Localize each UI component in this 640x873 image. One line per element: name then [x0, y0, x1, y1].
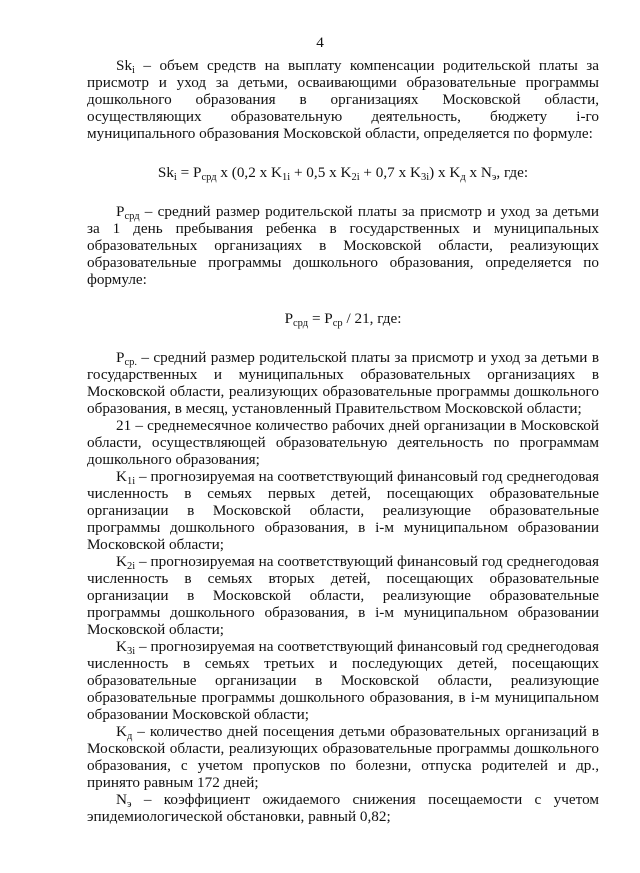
- formula-subscript: 3i: [420, 172, 430, 183]
- paragraph-text: – средний размер родительской платы за присмотр и уход за детьми в государственных и муниципальных образовательных организациях в Московской области, реализующих образовательные программы дошкольного образования, в месяц, установленный Правительством Московской области;: [87, 349, 599, 417]
- paragraph-symbol-subscript: срд: [124, 211, 140, 222]
- paragraph-symbol: P: [116, 203, 125, 220]
- paragraph-symbol-subscript: 1i: [126, 476, 136, 487]
- formula-term: + 0,5 x K: [290, 164, 352, 181]
- formula-subscript: 1i: [281, 172, 291, 183]
- paragraph-symbol-subscript: 2i: [126, 561, 136, 572]
- formula-term: ) x K: [429, 164, 461, 181]
- formula-term: = P: [176, 164, 202, 181]
- paragraph-text: – коэффициент ожидаемого снижения посещаемости с учетом эпидемиологической обстановки, равный 0,82;: [87, 791, 599, 825]
- paragraph-text: 21 – среднемесячное количество рабочих дней организации в Московской области, осуществляющей образовательную деятельность по программам дошкольного образования;: [87, 417, 599, 468]
- formula-term: x (0,2 x K: [216, 164, 282, 181]
- paragraph-kd-definition: [87, 723, 599, 791]
- paragraph-psr-definition: [87, 349, 599, 417]
- paragraph-text: – прогнозируемая на соответствующий финансовый год среднегодовая численность в семьях вторых детей, посещающих образовательные организации в Московской области, реализующие образовательные программы дошкольного образования, в i-м муниципальном образовании Московской области;: [87, 553, 599, 638]
- paragraph-21-definition: [87, 417, 599, 468]
- paragraph-symbol-subscript: ср.: [124, 357, 137, 368]
- paragraph-k3i-definition: [87, 638, 599, 723]
- paragraph-symbol-subscript: э: [126, 799, 132, 810]
- paragraph-symbol: P: [116, 349, 125, 366]
- paragraph-symbol-subscript: i: [132, 65, 135, 76]
- formula-term: = P: [308, 310, 333, 327]
- paragraph-symbol: K: [116, 468, 127, 485]
- formula-subscript: ср: [332, 318, 343, 329]
- paragraph-text: – средний размер родительской платы за присмотр и уход за детьми за 1 день пребывания ребенка в государственных и муниципальных образовательных организациях в Московской области, реализующих образовательные программы дошкольного образования, определяется по формуле:: [87, 203, 599, 288]
- formula-term: Sk: [157, 164, 174, 181]
- paragraph-symbol: N: [116, 791, 127, 808]
- paragraph-symbol-subscript: 3i: [126, 646, 136, 657]
- formula-term: + 0,7 x K: [359, 164, 421, 181]
- formula-subscript: д: [460, 172, 466, 183]
- paragraph-k2i-definition: [87, 553, 599, 638]
- paragraph-sk-definition: [87, 57, 599, 142]
- formula-term: , где:: [496, 164, 529, 181]
- formula-term: / 21, где:: [342, 310, 402, 327]
- paragraph-symbol: K: [116, 723, 127, 740]
- document-body: [87, 57, 599, 825]
- paragraph-k1i-definition: [87, 468, 599, 553]
- paragraph-text: – объем средств на выплату компенсации родительской платы за присмотр и уход за детьми, осваивающими образовательные программы дошкольного образования в организациях Московской области, осуществляющих образовательную деятельность, бюджету i-го муниципального образования Московской области, определяется по формуле:: [87, 57, 599, 142]
- paragraph-text: – прогнозируемая на соответствующий финансовый год среднегодовая численность в семьях первых детей, посещающих образовательные организации в Московской области, реализующие образовательные программы дошкольного образования, в i-м муниципальном образовании Московской области;: [87, 468, 599, 553]
- formula-subscript: срд: [201, 172, 217, 183]
- page-number: 4: [316, 34, 324, 51]
- formula-term: P: [284, 310, 294, 327]
- paragraph-symbol: K: [116, 638, 127, 655]
- formula-subscript: срд: [293, 318, 309, 329]
- formula-psrd: [87, 310, 599, 327]
- formula-subscript: 2i: [351, 172, 360, 183]
- paragraph-text: – прогнозируемая на соответствующий финансовый год среднегодовая численность в семьях третьих и последующих детей, посещающих образовательные организации в Московской области, реализующие образовательные программы дошкольного образования, в i-м муниципальном образовании Московской области;: [87, 638, 599, 723]
- paragraph-symbol: Sk: [116, 57, 133, 74]
- paragraph-psrd-definition: [87, 203, 599, 288]
- formula-sk: [87, 164, 599, 181]
- paragraph-symbol: K: [116, 553, 127, 570]
- paragraph-symbol-subscript: д: [126, 731, 133, 742]
- paragraph-text: – количество дней посещения детьми образовательных организаций в Московской области, реализующих образовательные программы дошкольного образования, с учетом пропусков по болезни, отпуска родителей и др., принято равным 172 дней;: [87, 723, 599, 791]
- paragraph-ne-definition: [87, 791, 599, 825]
- formula-subscript: э: [491, 172, 497, 183]
- formula-subscript: i: [173, 172, 177, 183]
- formula-term: x N: [465, 164, 492, 181]
